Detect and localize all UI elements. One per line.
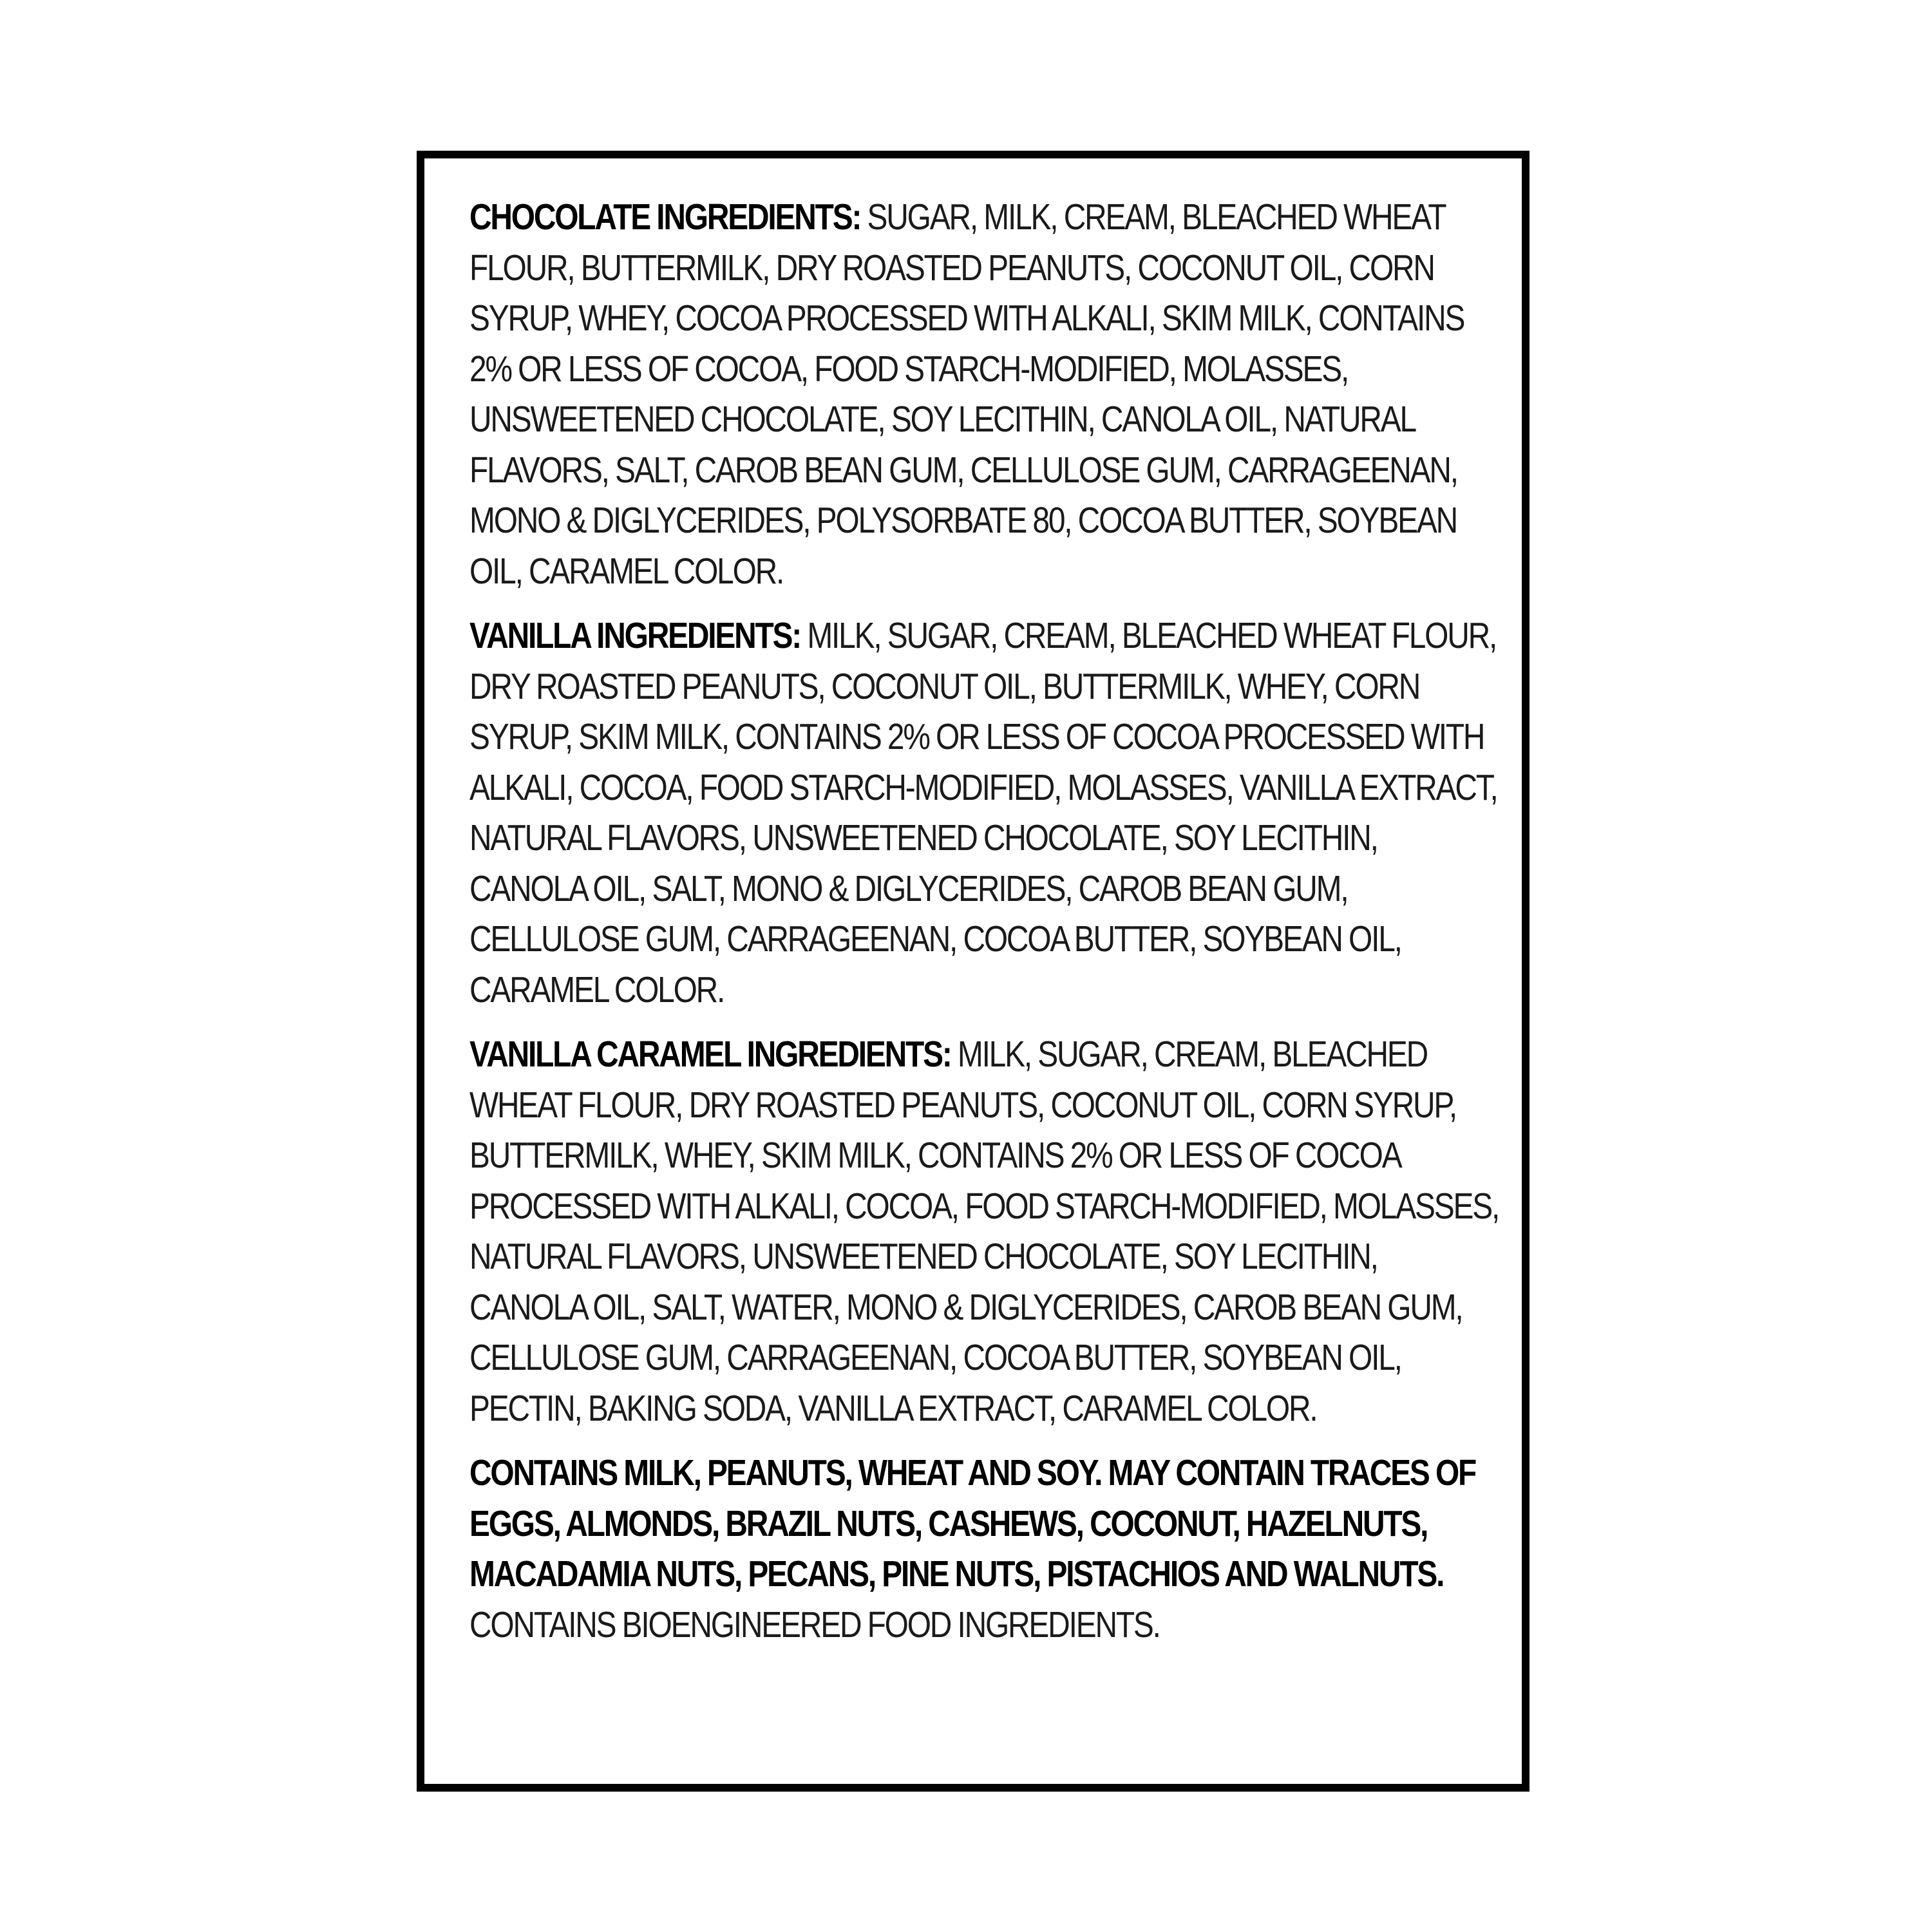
vanilla-caramel-ingredients-heading: VANILLA CARAMEL INGREDIENTS: bbox=[469, 1034, 958, 1075]
vanilla-ingredients-heading: VANILLA INGREDIENTS: bbox=[469, 615, 808, 656]
chocolate-ingredients-section bbox=[469, 192, 1500, 596]
vanilla-ingredients-list: MILK, SUGAR, CREAM, BLEACHED WHEAT FLOUR, DRY ROASTED PEANUTS, COCONUT OIL, BUTTERMILK, WHEY, CORN SYRUP, SKIM MILK, CONTAINS 2% OR LESS OF COCOA PROCESSED WITH ALKALI, COCOA, FOOD STARCH-MODIFIED, MOLASSES, VANILLA EXTRACT, NATURAL FLAVORS, UNSWEETENED CHOCOLATE, SOY LECITHIN, CANOLA OIL, SALT, MONO & DIGLYCERIDES, CAROB BEAN GUM, CELLULOSE GUM, CARRAGEENAN, COCOA BUTTER, SOYBEAN OIL, CARAMEL COLOR. bbox=[469, 615, 1497, 1010]
ingredients-label-panel bbox=[417, 151, 1530, 1792]
vanilla-caramel-ingredients-section bbox=[469, 1029, 1500, 1434]
vanilla-ingredients-section bbox=[469, 611, 1500, 1015]
vanilla-caramel-ingredients-list: MILK, SUGAR, CREAM, BLEACHED WHEAT FLOUR, DRY ROASTED PEANUTS, COCONUT OIL, CORN SYRUP, BUTTERMILK, WHEY, SKIM MILK, CONTAINS 2% OR LESS OF COCOA PROCESSED WITH ALKALI, COCOA, FOOD STARCH-MODIFIED, MOLASSES, NATURAL FLAVORS, UNSWEETENED CHOCOLATE, SOY LECITHIN, CANOLA OIL, SALT, WATER, MONO & DIGLYCERIDES, CAROB BEAN GUM, CELLULOSE GUM, CARRAGEENAN, COCOA BUTTER, SOYBEAN OIL, PECTIN, BAKING SODA, VANILLA EXTRACT, CARAMEL COLOR. bbox=[469, 1034, 1499, 1429]
ingredients-text-body bbox=[469, 192, 1500, 1650]
bioengineered-statement: CONTAINS BIOENGINEERED FOOD INGREDIENTS. bbox=[469, 1604, 1160, 1645]
allergen-statement: CONTAINS MILK, PEANUTS, WHEAT AND SOY. MAY CONTAIN TRACES OF EGGS, ALMONDS, BRAZIL NUTS, CASHEWS, COCONUT, HAZELNUTS, MACADAMIA NUTS, PECANS, PINE NUTS, PISTACHIOS AND WALNUTS. bbox=[469, 1452, 1476, 1595]
chocolate-ingredients-heading: CHOCOLATE INGREDIENTS: bbox=[469, 196, 867, 238]
chocolate-ingredients-list: SUGAR, MILK, CREAM, BLEACHED WHEAT FLOUR, BUTTERMILK, DRY ROASTED PEANUTS, COCONUT OIL, CORN SYRUP, WHEY, COCOA PROCESSED WITH ALKALI, SKIM MILK, CONTAINS 2% OR LESS OF COCOA, FOOD STARCH-MODIFIED, MOLASSES, UNSWEETENED CHOCOLATE, SOY LECITHIN, CANOLA OIL, NATURAL FLAVORS, SALT, CAROB BEAN GUM, CELLULOSE GUM, CARRAGEENAN, MONO & DIGLYCERIDES, POLYSORBATE 80, COCOA BUTTER, SOYBEAN OIL, CARAMEL COLOR. bbox=[469, 196, 1464, 592]
